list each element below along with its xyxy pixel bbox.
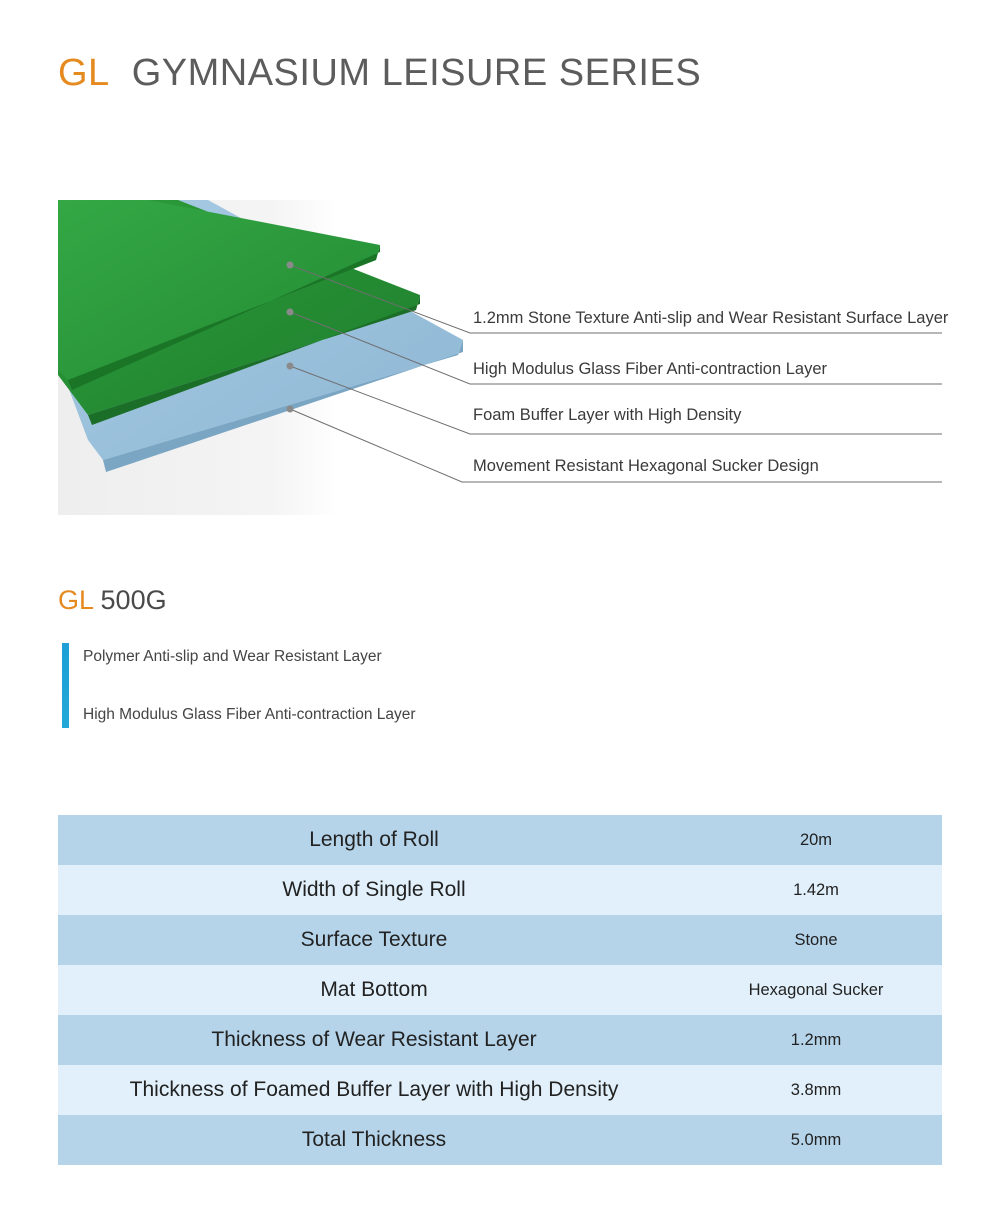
table-row (58, 1015, 942, 1065)
table-row (58, 815, 942, 865)
table-row (58, 1065, 942, 1115)
layer-diagram (58, 200, 949, 515)
spec-value: Stone (794, 930, 838, 949)
spec-table (58, 815, 942, 1165)
spec-value: 20m (799, 830, 833, 849)
series-label: GYMNASIUM LEISURE SERIES (131, 52, 702, 94)
layer-label-fiber: High Modulus Glass Fiber Anti-contraction Layer (83, 706, 416, 723)
spec-value: 3.8mm (790, 1080, 842, 1099)
callout-surface-layer: 1.2mm Stone Texture Anti-slip and Wear Resistant Surface Layer (473, 309, 949, 327)
spec-label: Width of Single Roll (282, 878, 466, 901)
spec-label: Surface Texture (300, 928, 448, 951)
spec-label: Thickness of Wear Resistant Layer (211, 1028, 537, 1051)
model-brand: GL (58, 585, 94, 615)
spec-label: Total Thickness (301, 1128, 447, 1151)
page-title (58, 52, 701, 95)
layer-label-polymer: Polymer Anti-slip and Wear Resistant Layer (83, 648, 382, 665)
layer-accent-bar (62, 643, 69, 728)
table-row (58, 965, 942, 1015)
spec-value: 1.42m (793, 880, 839, 899)
model-name: 500G (100, 585, 167, 615)
table-row (58, 865, 942, 915)
spec-value: 1.2mm (790, 1030, 842, 1049)
model-title (58, 585, 167, 616)
brand-label: GL (58, 52, 110, 94)
spec-label: Mat Bottom (320, 978, 428, 1001)
spec-label: Thickness of Foamed Buffer Layer with High Density (129, 1078, 619, 1101)
spec-label: Length of Roll (309, 828, 439, 851)
spec-value: 5.0mm (790, 1130, 842, 1149)
spec-value: Hexagonal Sucker (748, 980, 884, 999)
table-row (58, 1115, 942, 1165)
table-row (58, 915, 942, 965)
callout-fiber-layer: High Modulus Glass Fiber Anti-contraction Layer (473, 360, 827, 378)
callout-foam-layer: Foam Buffer Layer with High Density (473, 406, 742, 424)
callout-sucker-design: Movement Resistant Hexagonal Sucker Design (473, 457, 819, 475)
